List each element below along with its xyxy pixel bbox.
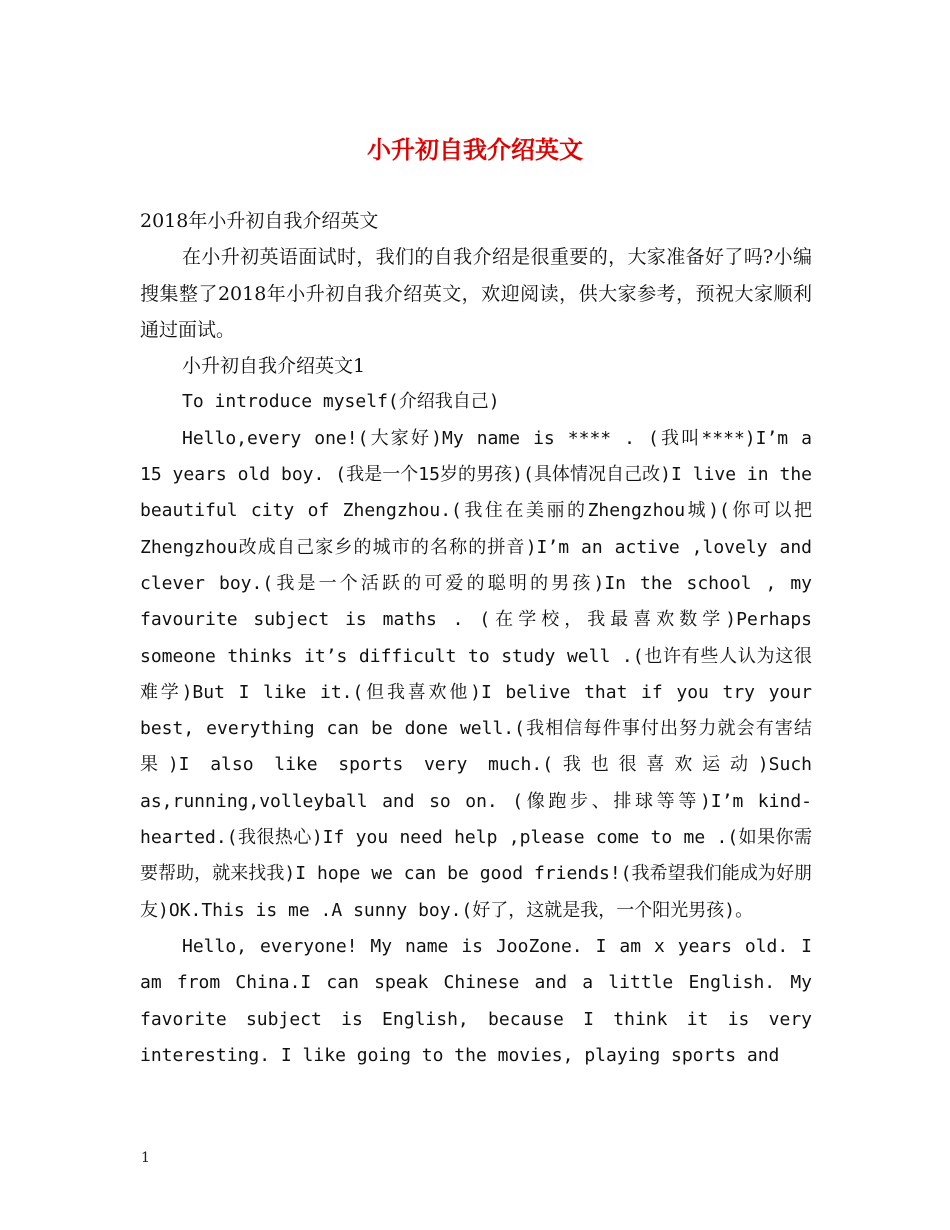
document-title: 小升初自我介绍英文 (367, 135, 583, 164)
page-number: 1 (141, 1150, 150, 1166)
essay-paragraph-2: Hello, everyone! My name is JooZone. I am x years old. I am from China.I can speak Chinese and a little English. My favorite subject is English, because I think it is very interesting. I like going to the movies, playing sports and (140, 935, 812, 1066)
document-body (140, 203, 812, 1074)
essay-paragraph: Hello,every one!(大家好)My name is **** . (我叫****)I’m a 15 years old boy. (我是一个15岁的男孩)(具体情况自己改)I live in the beautiful city of Zhengzhou.(我住在美丽的Zhengzhou城)(你可以把Zhengzhou改成自己家乡的城市的名称的拼音)I’m an active ,lovely and clever boy.(我是一个活跃的可爱的聪明的男孩)In the school , my favourite subject is maths . (在学校，我最喜欢数学)Perhaps someone thinks it’s difficult to study well .(也许有些人认为这很难学)But I like it.(但我喜欢他)I belive that if you try your best, everything can be done well.(我相信每件事付出努力就会有害结果)I also like sports very much.(我也很喜欢运动)Such as,running,volleyball and so on. (像跑步、排球等等)I’m kind-hearted.(我很热心)If you need help ,please come to me .(如果你需要帮助，就来找我)I hope we can be good friends!(我希望我们能成为好朋友)OK.This is me .A sunny boy.(好了，这就是我，一个阳光男孩)。 (140, 427, 812, 921)
intro-paragraph: 在小升初英语面试时，我们的自我介绍是很重要的，大家准备好了吗?小编搜集整了2018年小升初自我介绍英文，欢迎阅读，供大家参考，预祝大家顺利通过面试。 (140, 246, 812, 341)
document-subtitle: 2018年小升初自我介绍英文 (140, 210, 379, 232)
section-heading: 小升初自我介绍英文1 (182, 355, 366, 378)
essay-heading: To introduce myself(介绍我自己) (182, 391, 500, 413)
